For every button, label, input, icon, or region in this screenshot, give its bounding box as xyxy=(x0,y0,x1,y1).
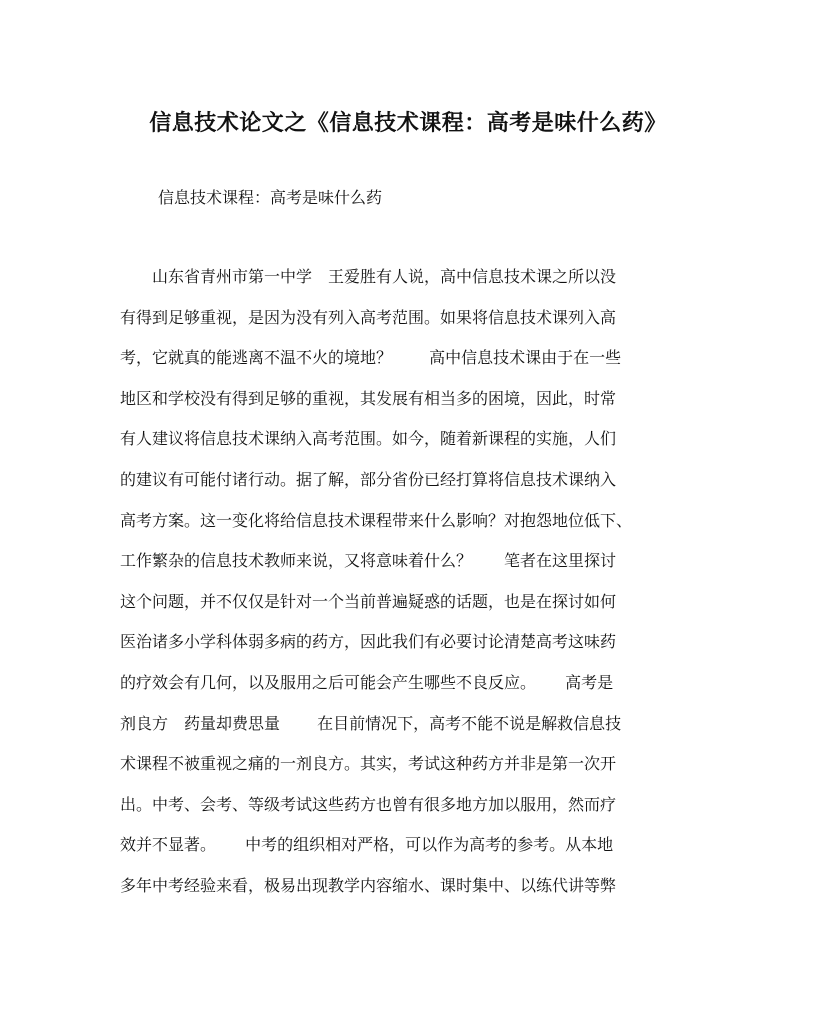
body-line-5: 有人建议将信息技术课纳入高考范围。如今，随着新课程的实施，人们 xyxy=(120,429,617,449)
body-line-10: 医治诸多小学科体弱多病的药方，因此我们有必要讨论清楚高考这味药 xyxy=(120,632,617,652)
document-subtitle: 信息技术课程：高考是味什么药 xyxy=(158,188,383,207)
body-line-6: 的建议有可能付诸行动。据了解，部分省份已经打算将信息技术课纳入 xyxy=(120,469,617,489)
body-line-8: 工作繁杂的信息技术教师来说，又将意味着什么？ 笔者在这里探讨 xyxy=(120,551,617,571)
body-line-16: 多年中考经验来看，极易出现教学内容缩水、课时集中、以练代讲等弊 xyxy=(120,875,617,895)
body-line-4: 地区和学校没有得到足够的重视，其发展有相当多的困境，因此，时常 xyxy=(120,388,617,408)
body-line-9: 这个问题，并不仅仅是针对一个当前普遍疑惑的话题，也是在探讨如何 xyxy=(120,591,617,611)
body-line-3: 考，它就真的能逃离不温不火的境地？ 高中信息技术课由于在一些 xyxy=(120,348,622,368)
body-line-15: 效并不显著。 中考的组织相对严格，可以作为高考的参考。从本地 xyxy=(120,835,614,855)
body-line-12: 剂良方 药量却费思量 在目前情况下，高考不能不说是解救信息技 xyxy=(120,713,622,733)
body-line-13: 术课程不被重视之痛的一剂良方。其实，考试这种药方并非是第一次开 xyxy=(120,754,617,774)
body-line-14: 出。中考、会考、等级考试这些药方也曾有很多地方加以服用，然而疗 xyxy=(120,794,617,814)
body-line-1: 山东省青州市第一中学 王爱胜有人说，高中信息技术课之所以没 xyxy=(120,267,617,286)
body-line-11: 的疗效会有几何，以及服用之后可能会产生哪些不良反应。 高考是 xyxy=(120,672,614,692)
body-line-7: 高考方案。这一变化将给信息技术课程带来什么影响？对抱怨地位低下、 xyxy=(120,510,633,530)
body-line-2: 有得到足够重视，是因为没有列入高考范围。如果将信息技术课列入高 xyxy=(120,307,617,327)
body-text xyxy=(120,262,696,912)
document-title: 信息技术论文之《信息技术课程：高考是味什么药》 xyxy=(149,110,667,136)
